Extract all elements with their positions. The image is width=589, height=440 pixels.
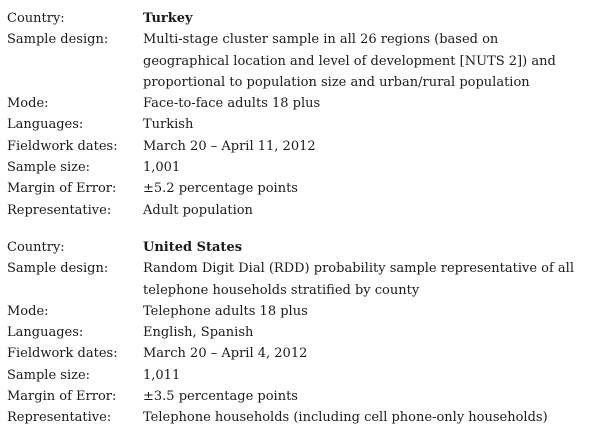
row-country: [0, 8, 589, 29]
row-representative: [0, 200, 589, 221]
label-representative: Representative:: [7, 202, 112, 218]
row-sample-design: [0, 29, 589, 93]
label-languages: Languages:: [7, 117, 84, 133]
label-mode: Mode:: [7, 303, 49, 319]
label-country: Country:: [7, 11, 65, 26]
label-margin-of-error: Margin of Error:: [7, 389, 117, 405]
value-representative: Adult population: [143, 202, 253, 218]
label-sample-design: Sample design:: [7, 32, 109, 48]
value-fieldwork-dates: March 20 – April 11, 2012: [143, 138, 316, 154]
value-country: United States: [143, 239, 243, 255]
country-block-united-states: [0, 237, 589, 429]
label-representative: Representative:: [7, 410, 112, 426]
label-sample-design: Sample design:: [7, 261, 109, 277]
value-sample-design: Multi-stage cluster sample in all 26 regions (based on geographical location and level of development [NUTS 2]) and proportional to population size and urban/rural population: [143, 32, 556, 90]
row-fieldwork-dates: [0, 136, 589, 157]
row-languages: [0, 322, 589, 343]
label-languages: Languages:: [7, 325, 84, 341]
value-margin-of-error: ±5.2 percentage points: [143, 181, 298, 197]
value-margin-of-error: ±3.5 percentage points: [143, 389, 298, 405]
value-country: Turkey: [143, 11, 193, 26]
row-representative: [0, 407, 589, 428]
row-fieldwork-dates: [0, 343, 589, 364]
value-representative: Telephone households (including cell phone-only households): [143, 410, 548, 426]
row-country: [0, 237, 589, 258]
label-country: Country:: [7, 239, 65, 255]
value-fieldwork-dates: March 20 – April 4, 2012: [143, 346, 308, 362]
row-mode: [0, 301, 589, 322]
value-mode: Telephone adults 18 plus: [143, 303, 308, 319]
row-sample-design: [0, 258, 589, 301]
label-margin-of-error: Margin of Error:: [7, 181, 117, 197]
value-sample-size: 1,011: [143, 367, 181, 383]
row-margin-of-error: [0, 386, 589, 407]
value-mode: Face-to-face adults 18 plus: [143, 96, 321, 112]
label-mode: Mode:: [7, 96, 49, 112]
row-mode: [0, 93, 589, 114]
row-sample-size: [0, 157, 589, 178]
label-fieldwork-dates: Fieldwork dates:: [7, 138, 118, 154]
row-languages: [0, 114, 589, 135]
label-fieldwork-dates: Fieldwork dates:: [7, 346, 118, 362]
row-sample-size: [0, 365, 589, 386]
country-block-turkey: [0, 8, 589, 221]
value-languages: Turkish: [143, 117, 194, 133]
value-sample-size: 1,001: [143, 160, 181, 176]
value-sample-design: Random Digit Dial (RDD) probability sample representative of all telephone households stratified by county: [143, 261, 574, 298]
row-margin-of-error: [0, 178, 589, 199]
label-sample-size: Sample size:: [7, 367, 91, 383]
label-sample-size: Sample size:: [7, 160, 91, 176]
value-languages: English, Spanish: [143, 325, 254, 341]
